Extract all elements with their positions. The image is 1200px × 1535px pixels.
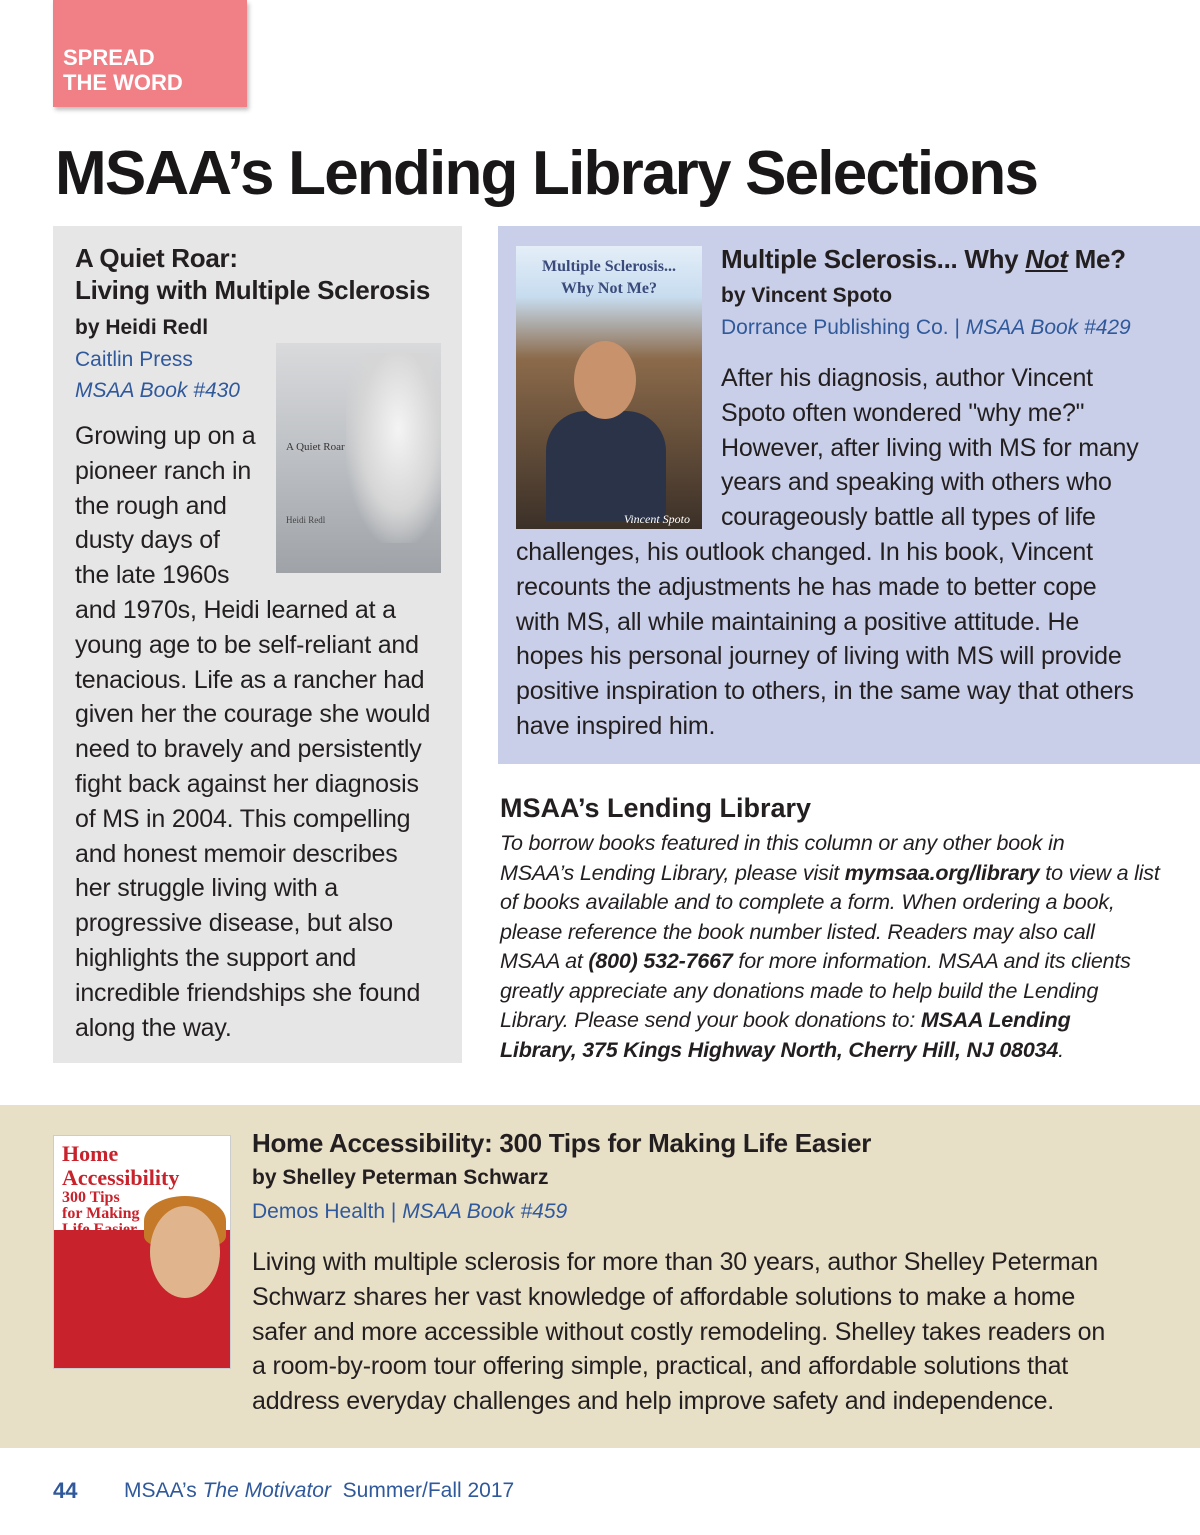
book2-body-line: positive inspiration to others, in the same way that others [516,677,1134,706]
book2-body-line: recounts the adjustments he has made to better cope [516,572,1097,601]
book2-author: by Vincent Spoto [721,284,893,307]
book1-body-line: progressive disease, but also [75,909,393,938]
book2-cover-signature: Vincent Spoto [623,512,690,526]
book2-publisher: Dorrance Publishing Co. | MSAA Book #429 [721,316,1131,339]
book1-body-line: of MS in 2004. This compelling [75,804,411,833]
page-number: 44 [53,1478,78,1503]
library-url: mymsaa.org/library [844,860,1040,885]
book3-body-line: Schwarz shares her vast knowledge of affordable solutions to make a home [252,1282,1076,1311]
book3-body-line: a room-by-room tour offering simple, practical, and affordable solutions that [252,1352,1069,1381]
library-address: Library, 375 Kings Highway North, Cherry Hill, NJ 08034 [500,1037,1059,1062]
book3-author: by Shelley Peterman Schwarz [252,1166,549,1189]
book3-body-line: safer and more accessible without costly remodeling. Shelley takes readers on [252,1317,1106,1346]
book2-body-line: years and speaking with others who [721,468,1112,497]
book2-body-line: Spoto often wondered "why me?" [721,398,1085,427]
publication-name: MSAA’s The Motivator Summer/Fall 2017 [124,1479,515,1502]
book1-body-line: tenacious. Life as a rancher had [75,665,425,694]
library-info: To borrow books featured in this column or any other book in MSAA’s Lending Library, please visit mymsaa.org/library to view a list of books available and to complete a form. When ordering a book, please reference the book number listed. Readers may also call MSAA at (800) 532-7667 for more information. MSAA and its clients greatly appreciate any donations made to help build the Lending Library. Please send your book donations to: MSAA Lending Library, 375 Kings Highway North, Cherry Hill, NJ 08034. [500,831,1160,1062]
book1-body-line: young age to be self-reliant and [75,630,419,659]
book3-title: Home Accessibility: 300 Tips for Making Life Easier [252,1128,872,1158]
book1-body-line: and 1970s, Heidi learned at a [75,595,396,624]
book3-body-line: Living with multiple sclerosis for more than 30 years, author Shelley Peterman [252,1248,1098,1276]
book3-description [252,1245,1105,1419]
book1-body-line: the rough and [75,491,227,520]
section-tab-line1: SPREAD [63,45,155,70]
book1-body-line: the late 1960s [75,561,230,590]
section-tab [53,0,247,107]
book1-body-line: fight back against her diagnosis [75,769,419,798]
book1-publisher: Caitlin Press [75,348,193,371]
book3-cover-image [53,1135,231,1369]
book1-cover-title: A Quiet Roar [286,441,345,453]
book1-author: by Heidi Redl [75,316,209,339]
book2-body-line: After his diagnosis, author Vincent [721,364,1093,392]
section-tab-line2: THE WORD [63,70,183,95]
book1-body-line: incredible friendships she found [75,978,421,1007]
book1-body-line: highlights the support and [75,943,357,972]
book1-cover-author: Heidi Redl [286,515,326,525]
book2-description [0,361,1139,744]
book1-book-number: MSAA Book #430 [75,379,240,402]
book3-publisher: Demos Health | MSAA Book #459 [252,1200,568,1223]
book1-body-line: and honest memoir describes [75,839,398,868]
page-title: MSAA’s Lending Library Selections [55,139,1038,208]
book1-body-line: pioneer ranch in [75,456,252,485]
book2-cover-title: Multiple Sclerosis... Why Not Me? [542,258,676,297]
book1-body-line: dusty days of [75,526,220,555]
book3-cover-title: Home Accessibility [62,1141,180,1190]
library-heading: MSAA’s Lending Library [500,793,812,823]
book1-title-line1: A Quiet Roar: [75,243,238,273]
book1-body-line: Growing up on a [75,422,256,450]
book1-body-line: need to bravely and persistently [75,735,422,764]
book2-body-line: hopes his personal journey of living with MS will provide [516,642,1122,671]
book2-title: Multiple Sclerosis... Why Not Me? [721,244,1126,274]
book2-body-line: courageously battle all types of life [721,503,1096,532]
book2-body-line: have inspired him. [516,711,716,740]
book1-title-line2: Living with Multiple Sclerosis [75,275,431,305]
book3-body-line: address everyday challenges and help improve safety and independence. [252,1387,1055,1416]
book1-body-line: given her the courage she would [75,700,431,729]
book2-body-line: However, after living with MS for many [721,433,1139,462]
book1-body-line: along the way. [75,1013,232,1042]
book2-body-line: challenges, his outlook changed. In his book, Vincent [516,537,1093,566]
library-phone: (800) 532-7667 [588,949,733,973]
book2-body-line: with MS, all while maintaining a positive attitude. He [516,607,1080,636]
book3-cover-subtitle: 300 Tips for Making Life Easier [62,1189,140,1238]
book1-body-line: her struggle living with a [75,874,338,903]
